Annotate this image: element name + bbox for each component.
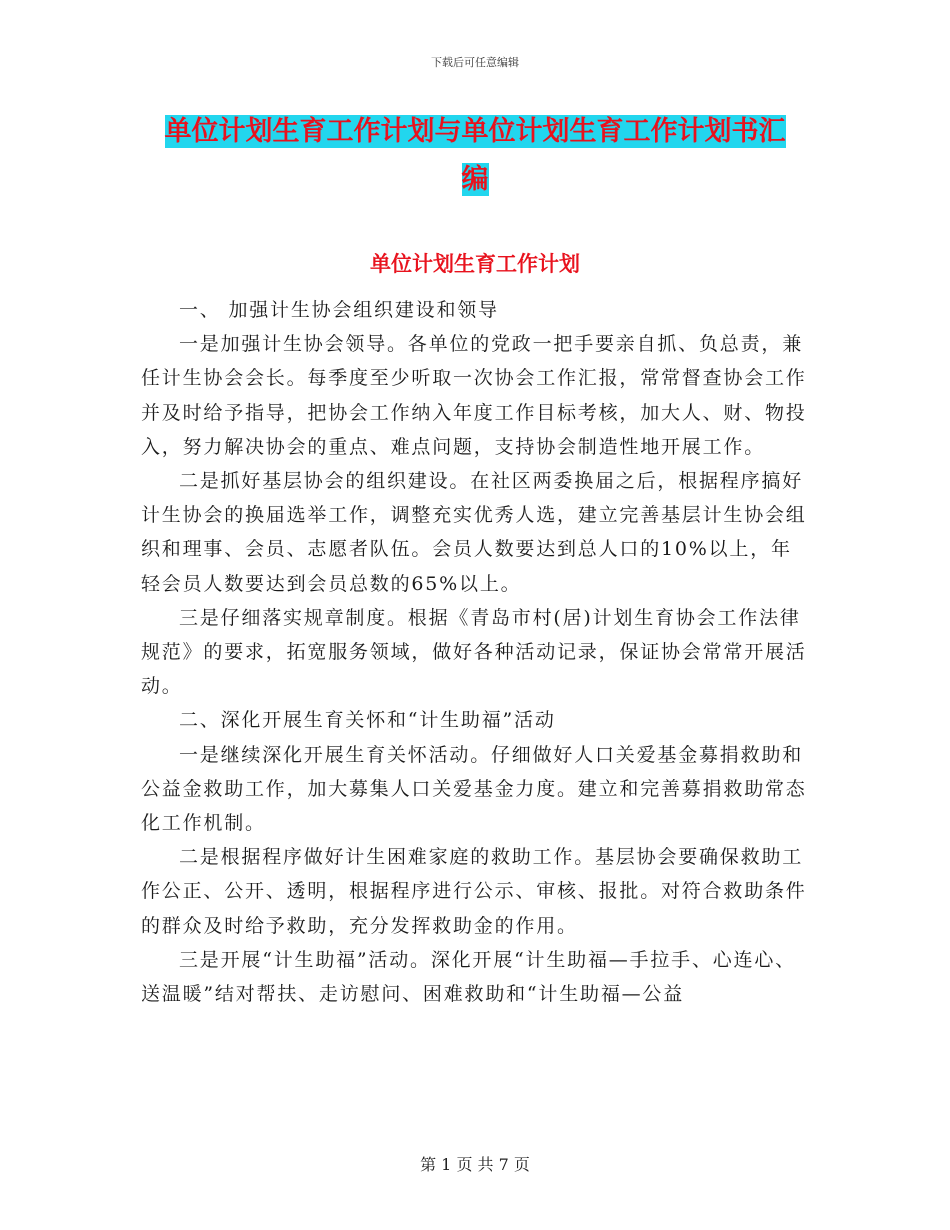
paragraph: 二是根据程序做好计生困难家庭的救助工作。基层协会要确保救助工作公正、公开、透明，根据程序进行公示、审核、报批。对符合救助条件的群众及时给予救助，充分发挥救助金的作用。 — [141, 846, 807, 937]
paragraph: 二是抓好基层协会的组织建设。在社区两委换届之后，根据程序搞好计生协会的换届选举工作，调整充实优秀人选，建立完善基层计生协会组织和理事、会员、志愿者队伍。会员人数要达到总人口的10%以上，年轻会员人数要达到会员总数的65%以上。 — [141, 470, 807, 595]
document-title-line-2: 编 — [461, 164, 489, 195]
heading-care-activities: 二、深化开展生育关怀和“计生助福”活动 — [179, 709, 556, 732]
paragraph: 三是仔细落实规章制度。根据《青岛市村(居)计划生育协会工作法律规范》的要求，拓宽服务领域，做好各种活动记录，保证协会常常开展活动。 — [141, 606, 807, 698]
paragraph: 一是继续深化开展生育关怀活动。仔细做好人口关爱基金募捐救助和公益金救助工作，加大募集人口关爱基金力度。建立和完善募捐救助常态化工作机制。 — [141, 743, 807, 835]
section-title: 单位计划生育工作计划 — [370, 252, 580, 276]
page-number-footer: 第 1 页 共 7 页 — [420, 1155, 530, 1174]
paragraph: 三是开展“计生助福”活动。深化开展“计生助福—手拉手、心连心、送温暖”结对帮扶、走访慰问、困难救助和“计生助福—公益 — [141, 948, 796, 1006]
heading-organization: 一、 加强计生协会组织建设和领导 — [179, 299, 499, 321]
document-title-line-1: 单位计划生育工作计划与单位计划生育工作计划书汇 — [164, 116, 786, 147]
document-body — [141, 293, 809, 1011]
paragraph: 一是加强计生协会领导。各单位的党政一把手要亲自抓、负总责，兼任计生协会会长。每季度至少听取一次协会工作汇报，常常督查协会工作并及时给予指导，把协会工作纳入年度工作目标考核，加大人、财、物投入，努力解决协会的重点、难点问题，支持协会制造性地开展工作。 — [141, 333, 807, 458]
document-title — [140, 108, 810, 204]
page-header-note: 下载后可任意编辑 — [431, 56, 519, 69]
